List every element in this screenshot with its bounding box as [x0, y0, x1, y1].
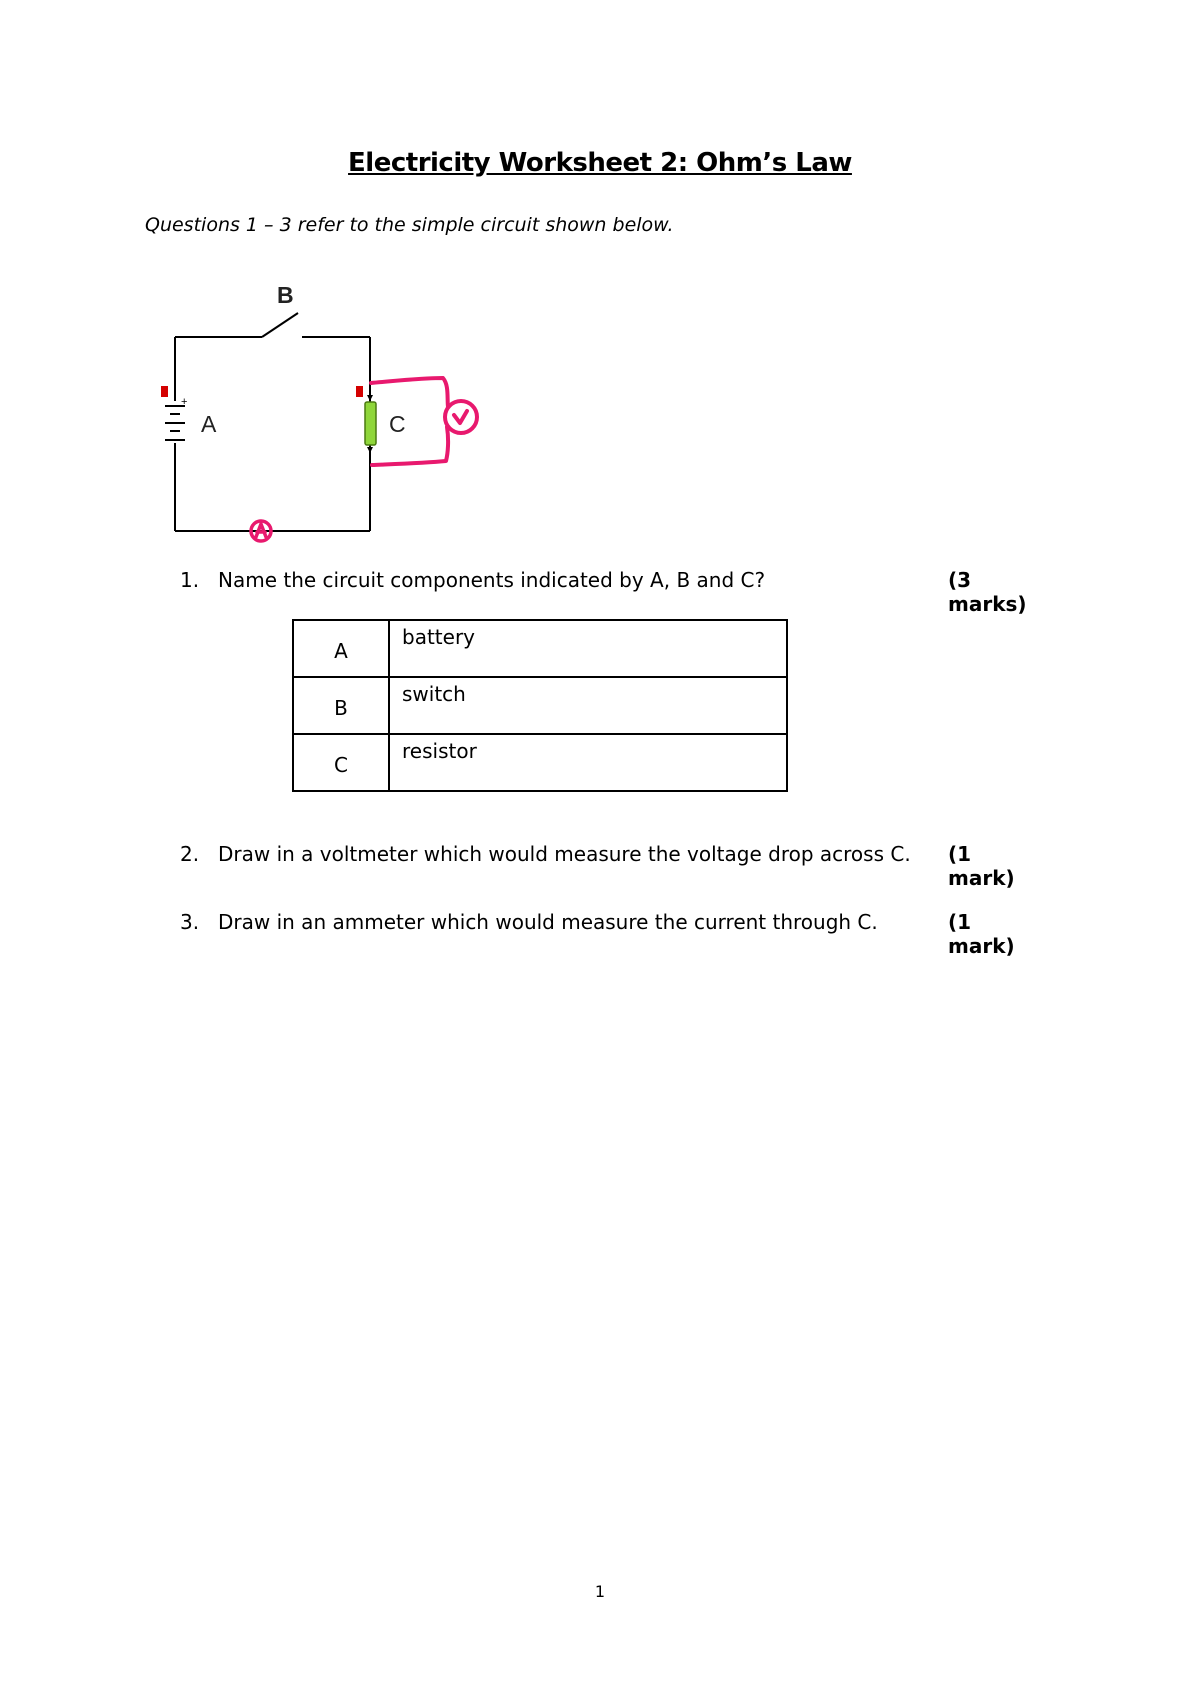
answer-table [292, 619, 788, 792]
question-marks: (1 mark) [948, 910, 1015, 958]
answer-key-cell: B [293, 677, 389, 734]
voltmeter-annotation [371, 378, 477, 465]
label-b: B [277, 282, 294, 308]
question-text: Draw in a voltmeter which would measure the voltage drop across C. [218, 842, 911, 866]
question-number: 1. [180, 568, 200, 592]
answer-value-cell[interactable]: battery [389, 620, 787, 677]
question-marks: (3 marks) [948, 568, 1027, 616]
answer-key-cell: A [293, 620, 389, 677]
resistor-bottom-arrow [367, 447, 373, 453]
question-3 [180, 910, 1040, 958]
question-text: Name the circuit components indicated by A, B and C? [218, 568, 766, 592]
resistor-top-arrow [367, 395, 373, 401]
resistor-body [365, 402, 376, 445]
table-row [293, 620, 787, 677]
battery-plus-sign: + [181, 396, 188, 408]
resistor-terminal-marker [356, 386, 363, 397]
question-text: Draw in an ammeter which would measure the current through C. [218, 910, 878, 934]
intro-text: Questions 1 – 3 refer to the simple circuit shown below. [145, 214, 674, 236]
page-title: Electricity Worksheet 2: Ohm’s Law [348, 148, 852, 178]
circuit-diagram [145, 265, 505, 555]
label-a: A [201, 411, 217, 437]
table-row [293, 677, 787, 734]
battery-terminal-marker [161, 386, 168, 397]
switch-blade [262, 313, 298, 337]
battery-symbol [165, 406, 185, 440]
answer-value-cell[interactable]: resistor [389, 734, 787, 791]
page-number: 1 [594, 1582, 606, 1601]
question-number: 3. [180, 910, 200, 934]
answer-value-cell[interactable]: switch [389, 677, 787, 734]
answer-key-cell: C [293, 734, 389, 791]
question-marks: (1 mark) [948, 842, 1015, 890]
table-row [293, 734, 787, 791]
question-2 [180, 842, 1040, 890]
label-c: C [389, 411, 406, 437]
question-number: 2. [180, 842, 200, 866]
question-1 [180, 568, 1040, 616]
